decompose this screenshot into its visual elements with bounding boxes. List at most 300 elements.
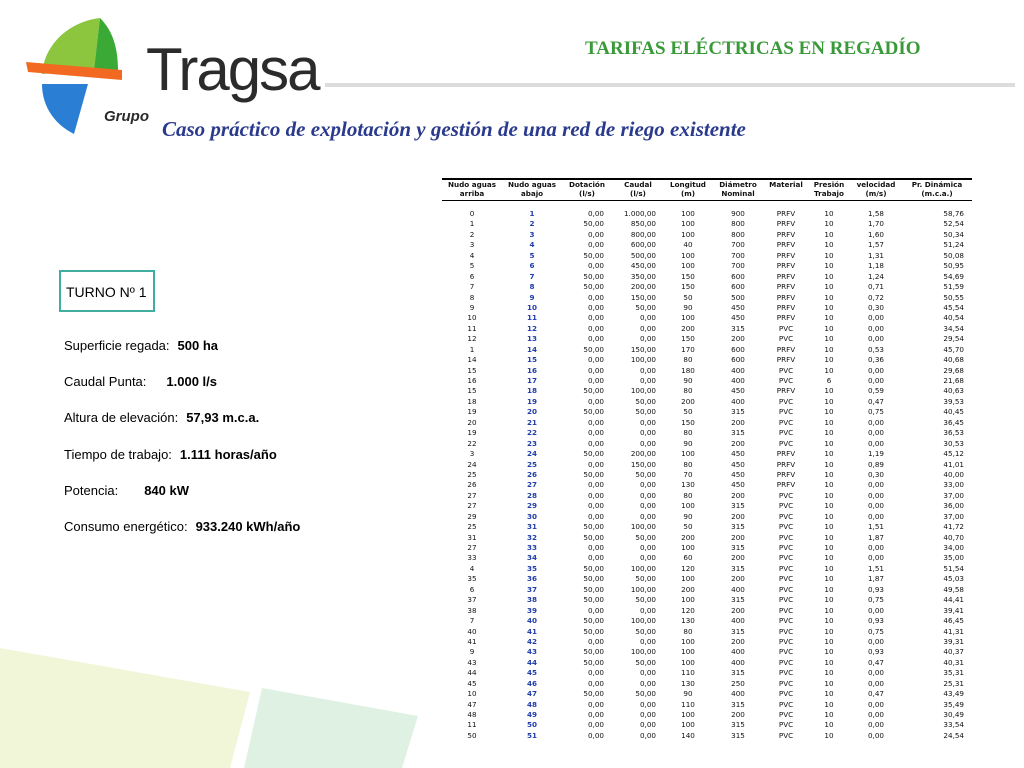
table-cell: 0,00: [587, 396, 604, 406]
table-cell: 10: [824, 417, 834, 427]
table-cell: PVC: [778, 678, 794, 688]
table-cell: 10: [824, 355, 834, 365]
table-row: [442, 647, 972, 657]
table-cell: 100,00: [630, 563, 656, 573]
table-cell: 10: [824, 282, 834, 292]
table-cell: 0,00: [639, 490, 656, 500]
table-cell: 1,51: [867, 522, 884, 532]
table-row: [442, 679, 972, 689]
table-cell: 450: [731, 313, 745, 323]
table-cell: 100: [681, 574, 695, 584]
table-cell: 39: [526, 605, 537, 615]
table-cell: 13: [526, 334, 537, 344]
logo-subtext: Grupo: [104, 108, 149, 125]
table-cell: 23: [526, 438, 537, 448]
table-cell: 0,00: [587, 292, 604, 302]
table-cell: 50,00: [583, 271, 604, 281]
table-cell: 100: [681, 209, 695, 218]
table-cell: 0,00: [587, 438, 604, 448]
table-cell: 18: [467, 396, 477, 406]
table-cell: 25,31: [943, 678, 964, 688]
table-cell: PVC: [778, 584, 794, 594]
table-cell: 18: [526, 386, 537, 396]
table-cell: 0,00: [867, 636, 884, 646]
table-cell: 100,00: [630, 355, 656, 365]
table-row: [442, 501, 972, 511]
table-row: [442, 240, 972, 250]
table-cell: 100: [681, 710, 695, 719]
table-cell: 150,00: [630, 459, 656, 469]
table-cell: 110: [681, 668, 695, 678]
table-cell: 0,53: [867, 344, 884, 354]
table-cell: 90: [683, 511, 693, 521]
table-cell: 500: [731, 292, 745, 302]
table-cell: 3: [529, 229, 535, 239]
table-cell: 44,41: [943, 595, 964, 605]
table-cell: 11: [467, 323, 477, 333]
header-line-2: abajo: [520, 189, 544, 198]
table-cell: PVC: [778, 365, 794, 375]
table-cell: 9: [529, 292, 535, 302]
table-cell: 40,70: [943, 532, 964, 542]
table-cell: 5: [529, 250, 535, 260]
table-cell: 34,00: [943, 543, 964, 552]
table-cell: 50: [683, 522, 693, 532]
table-cell: 50: [683, 407, 693, 417]
table-body: [442, 201, 972, 742]
table-cell: 50,00: [583, 563, 604, 573]
table-cell: 10: [824, 501, 834, 511]
table-cell: 80: [683, 428, 693, 438]
table-cell: 700: [731, 240, 745, 250]
table-row: [442, 366, 972, 376]
table-cell: 0,00: [587, 240, 604, 250]
table-cell: 0,00: [587, 417, 604, 427]
table-cell: 120: [681, 605, 695, 615]
table-cell: 30,49: [943, 710, 964, 719]
table-cell: 0: [469, 209, 475, 218]
table-cell: 315: [731, 668, 745, 678]
table-cell: 0,93: [867, 647, 884, 657]
table-row: [442, 251, 972, 261]
table-cell: PVC: [778, 657, 794, 667]
table-cell: 10: [824, 292, 834, 302]
table-cell: 50,00: [583, 657, 604, 667]
table-cell: 1,24: [867, 271, 884, 281]
table-cell: 100,00: [630, 647, 656, 657]
table-row: [442, 627, 972, 637]
table-cell: 29: [467, 511, 477, 521]
table-cell: 10: [824, 584, 834, 594]
table-row: [442, 334, 972, 344]
table-cell: PVC: [778, 428, 794, 438]
table-cell: 400: [731, 396, 745, 406]
table-cell: 40,63: [943, 386, 964, 396]
table-cell: 0,71: [867, 282, 884, 292]
table-cell: 100: [681, 250, 695, 260]
table-cell: 0,75: [867, 626, 884, 636]
table-cell: 33,54: [943, 720, 964, 730]
table-cell: 0,00: [639, 438, 656, 448]
table-cell: 10: [824, 428, 834, 438]
table-cell: 200: [731, 334, 745, 344]
table-cell: 0,00: [587, 605, 604, 615]
table-cell: 50,00: [635, 689, 656, 699]
table-header-cell: [502, 179, 562, 201]
table-row: [442, 512, 972, 522]
table-cell: 800,00: [630, 229, 656, 239]
table-row: [442, 543, 972, 553]
logo-wordmark: Tragsa: [146, 36, 319, 103]
table-cell: PRFV: [776, 229, 796, 239]
table-cell: 37: [467, 595, 477, 605]
table-cell: 38: [467, 605, 477, 615]
table-row: [442, 293, 972, 303]
table-cell: 315: [731, 323, 745, 333]
table-cell: 100,00: [630, 616, 656, 626]
table-header-cell: [664, 179, 712, 201]
table-cell: 50,00: [583, 386, 604, 396]
table-cell: 0,00: [639, 710, 656, 719]
table-cell: PVC: [778, 636, 794, 646]
table-row: [442, 386, 972, 396]
table-cell: 10: [824, 678, 834, 688]
table-cell: 39,53: [943, 396, 964, 406]
table-cell: 50,00: [583, 282, 604, 292]
table-row: [442, 606, 972, 616]
table-cell: 110: [681, 699, 695, 709]
table-cell: PVC: [778, 396, 794, 406]
table-cell: 25: [467, 469, 477, 479]
table-cell: 0,00: [867, 365, 884, 375]
table-row: [442, 700, 972, 710]
table-row: [442, 658, 972, 668]
table-cell: 50,00: [635, 626, 656, 636]
table-cell: 0,00: [587, 668, 604, 678]
table-cell: 42: [526, 636, 537, 646]
table-cell: 12: [467, 334, 477, 344]
table-cell: 600: [731, 271, 745, 281]
table-row: [442, 397, 972, 407]
table-cell: 10: [824, 219, 834, 229]
table-cell: 14: [526, 344, 537, 354]
table-cell: PRFV: [776, 355, 796, 365]
table-cell: 32: [526, 532, 537, 542]
table-cell: 40: [467, 626, 477, 636]
table-cell: 40,68: [943, 355, 964, 365]
table-cell: 900: [731, 209, 745, 218]
table-cell: 315: [731, 699, 745, 709]
table-cell: 1,60: [867, 229, 884, 239]
table-cell: 0,00: [587, 543, 604, 552]
table-cell: 50,00: [583, 574, 604, 584]
table-cell: 80: [683, 459, 693, 469]
table-cell: 0,00: [587, 355, 604, 365]
table-cell: 100: [681, 501, 695, 511]
table-cell: 48: [467, 710, 477, 719]
table-cell: 0,00: [639, 417, 656, 427]
table-cell: 29: [526, 501, 537, 511]
table-cell: 0,00: [867, 323, 884, 333]
table-cell: 24: [467, 459, 477, 469]
table-cell: 50,00: [583, 469, 604, 479]
table-cell: 10: [824, 344, 834, 354]
table-cell: 1,87: [867, 574, 884, 584]
table-cell: 40,31: [943, 657, 964, 667]
table-cell: 40: [526, 616, 537, 626]
table-cell: 35,00: [943, 553, 964, 563]
table-cell: 450,00: [630, 261, 656, 271]
table-row: [442, 282, 972, 292]
table-cell: 10: [824, 407, 834, 417]
table-cell: 21: [526, 417, 537, 427]
table-cell: 0,30: [867, 302, 884, 312]
table-cell: PVC: [778, 323, 794, 333]
table-cell: 0,00: [867, 511, 884, 521]
table-cell: PRFV: [776, 480, 796, 490]
table-cell: PRFV: [776, 250, 796, 260]
table-cell: PRFV: [776, 386, 796, 396]
table-cell: 1.000,00: [623, 209, 656, 218]
table-cell: 35: [467, 574, 477, 584]
table-cell: 10: [824, 595, 834, 605]
table-cell: 400: [731, 647, 745, 657]
table-cell: 100: [681, 229, 695, 239]
table-cell: PVC: [778, 574, 794, 584]
table-cell: 15: [467, 365, 477, 375]
table-cell: 500,00: [630, 250, 656, 260]
table-cell: 40: [683, 240, 693, 250]
table-cell: 45,54: [943, 302, 964, 312]
info-label: Tiempo de trabajo:: [64, 447, 172, 462]
table-cell: 7: [469, 616, 475, 626]
table-cell: 700: [731, 250, 745, 260]
info-power: [64, 483, 189, 498]
table-cell: 100: [681, 449, 695, 459]
table-cell: 10: [824, 511, 834, 521]
table-cell: 315: [731, 543, 745, 552]
table-cell: 41,72: [943, 522, 964, 532]
table-cell: 43: [467, 657, 477, 667]
table-cell: 50,00: [635, 469, 656, 479]
table-cell: 0,00: [587, 323, 604, 333]
table-row: [442, 407, 972, 417]
table-cell: 10: [467, 313, 477, 323]
table-cell: 30: [526, 511, 537, 521]
table-cell: 29,54: [943, 334, 964, 344]
header-line-2: (l/s): [579, 189, 595, 198]
table-cell: 48: [526, 699, 537, 709]
table-cell: 0,00: [867, 501, 884, 511]
table-cell: PVC: [778, 438, 794, 448]
table-cell: 60: [683, 553, 693, 563]
table-cell: 5: [469, 261, 475, 271]
turno-label: TURNO Nº 1: [66, 284, 147, 300]
table-cell: PVC: [778, 689, 794, 699]
table-cell: 15: [526, 355, 537, 365]
table-cell: 19: [467, 407, 477, 417]
table-cell: 1: [469, 219, 475, 229]
info-value: 933.240 kWh/año: [195, 519, 301, 534]
table-cell: 315: [731, 595, 745, 605]
table-cell: 100: [681, 313, 695, 323]
table-cell: 7: [529, 271, 535, 281]
table-row: [442, 272, 972, 282]
table-cell: 100: [681, 543, 695, 552]
table-cell: 0,00: [587, 636, 604, 646]
info-peak-flow: [64, 374, 217, 389]
info-surface: [64, 338, 218, 353]
table-cell: 1,58: [867, 209, 884, 218]
table-cell: 0,00: [867, 605, 884, 615]
table-cell: 41,01: [943, 459, 964, 469]
table-cell: 45,12: [943, 449, 964, 459]
table-cell: 35,49: [943, 699, 964, 709]
table-cell: PVC: [778, 710, 794, 719]
table-row: [442, 376, 972, 386]
table-cell: 33,00: [943, 480, 964, 490]
table-cell: 17: [526, 376, 537, 385]
header-line-1: Longitud: [670, 180, 706, 189]
table-cell: 0,00: [587, 678, 604, 688]
table-cell: 0,00: [639, 313, 656, 323]
table-cell: 0,00: [639, 699, 656, 709]
table-cell: 50: [467, 730, 477, 740]
table-cell: 130: [681, 678, 695, 688]
table-header-cell: [562, 179, 612, 201]
table-cell: 35,31: [943, 668, 964, 678]
table-cell: 22: [467, 438, 477, 448]
table-cell: 10: [824, 647, 834, 657]
table-cell: 10: [824, 532, 834, 542]
table-cell: 1,19: [867, 449, 884, 459]
table-cell: 700: [731, 261, 745, 271]
table-cell: 31: [526, 522, 537, 532]
table-cell: PVC: [778, 501, 794, 511]
table-cell: 50,00: [635, 407, 656, 417]
table-cell: 450: [731, 459, 745, 469]
table-cell: 0,00: [587, 480, 604, 490]
table-cell: 4: [469, 563, 475, 573]
table-row: [442, 710, 972, 720]
table-cell: 70: [683, 469, 693, 479]
table-cell: 200: [681, 396, 695, 406]
table-row: [442, 355, 972, 365]
table-cell: 400: [731, 376, 745, 385]
table-spacer: [442, 201, 972, 210]
table-cell: 315: [731, 626, 745, 636]
table-cell: 0,00: [587, 699, 604, 709]
table-cell: 10: [824, 543, 834, 552]
table-cell: 0,00: [867, 553, 884, 563]
table-cell: 0,00: [639, 720, 656, 730]
table-cell: 50,08: [943, 250, 964, 260]
table-cell: 10: [824, 240, 834, 250]
table-cell: 50,00: [583, 344, 604, 354]
header-line-2: arriba: [459, 189, 485, 198]
table-cell: 50,00: [583, 449, 604, 459]
table-cell: PRFV: [776, 449, 796, 459]
table-cell: 0,00: [867, 417, 884, 427]
table-cell: 0,00: [867, 480, 884, 490]
table-cell: PRFV: [776, 219, 796, 229]
table-row: [442, 313, 972, 323]
table-cell: PRFV: [776, 282, 796, 292]
table-cell: 50: [526, 720, 537, 730]
header-line-2: Nominal: [721, 189, 755, 198]
info-lift-height: [64, 410, 259, 425]
table-cell: 150,00: [630, 344, 656, 354]
table-cell: 0,00: [867, 334, 884, 344]
table-cell: 50,00: [583, 522, 604, 532]
table-cell: 0,00: [639, 501, 656, 511]
table-cell: PVC: [778, 511, 794, 521]
data-table: [442, 178, 972, 741]
table-cell: 25: [526, 459, 537, 469]
table-cell: 0,00: [867, 376, 884, 385]
table-cell: 0,93: [867, 616, 884, 626]
table-cell: 6: [469, 584, 475, 594]
table-cell: 24: [526, 449, 537, 459]
table-cell: 200: [731, 511, 745, 521]
table-cell: 8: [469, 292, 475, 302]
table-cell: 11: [526, 313, 537, 323]
info-value: 1.000 l/s: [166, 374, 218, 389]
table-cell: 100: [681, 657, 695, 667]
table-cell: 200: [731, 490, 745, 500]
table-cell: 100: [681, 261, 695, 271]
table-cell: 40,37: [943, 647, 964, 657]
table-cell: PRFV: [776, 271, 796, 281]
table-cell: 0,00: [587, 501, 604, 511]
table-cell: 0,00: [639, 365, 656, 375]
header-line-1: Material: [769, 180, 803, 189]
table-cell: 37,00: [943, 511, 964, 521]
table-header-cell: [902, 179, 972, 201]
table-cell: 38: [526, 595, 537, 605]
table-cell: 10: [824, 553, 834, 563]
table-cell: 10: [824, 522, 834, 532]
table-cell: 200,00: [630, 449, 656, 459]
table-cell: 50,00: [635, 574, 656, 584]
table-cell: 350,00: [630, 271, 656, 281]
info-label: Superficie regada:: [64, 338, 170, 353]
table-cell: 100: [681, 219, 695, 229]
table-cell: 10: [824, 720, 834, 730]
table-cell: 0,00: [587, 313, 604, 323]
table-cell: 200: [681, 584, 695, 594]
table-cell: 51,59: [943, 282, 964, 292]
info-value: 840 kW: [144, 483, 190, 498]
table-cell: 1: [469, 344, 475, 354]
table-cell: 50,00: [583, 250, 604, 260]
table-cell: 0,00: [639, 543, 656, 552]
table-cell: 51: [526, 730, 537, 740]
table-cell: 0,00: [639, 511, 656, 521]
table-cell: 100,00: [630, 386, 656, 396]
table-cell: 80: [683, 355, 693, 365]
table-cell: 0,00: [587, 710, 604, 719]
table-cell: 28: [526, 490, 537, 500]
table-cell: PRFV: [776, 313, 796, 323]
table-cell: 450: [731, 386, 745, 396]
table-cell: 50,00: [583, 689, 604, 699]
table-cell: 400: [731, 657, 745, 667]
table-cell: 37,00: [943, 490, 964, 500]
page-title: TARIFAS ELÉCTRICAS EN REGADÍO: [585, 38, 921, 59]
table-cell: 10: [824, 730, 834, 740]
table-cell: PVC: [778, 522, 794, 532]
